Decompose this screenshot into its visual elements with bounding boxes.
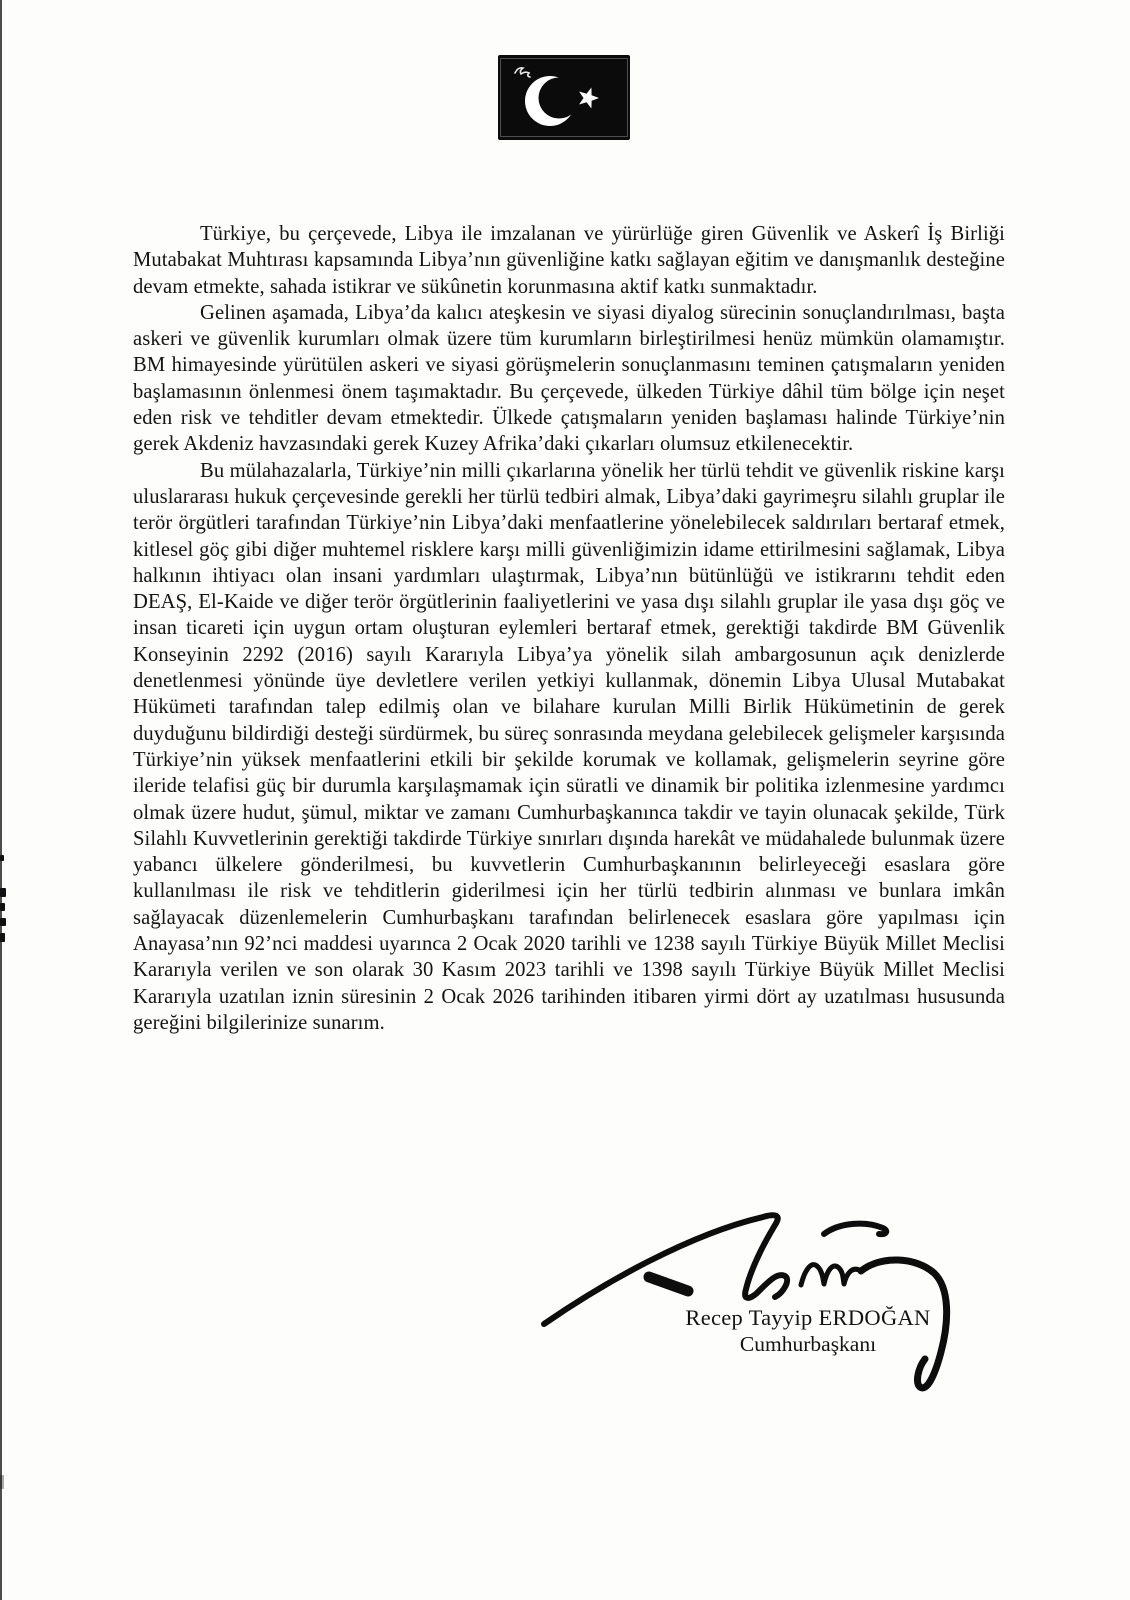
scan-speck: [0, 918, 6, 926]
signature-autograph-icon: [520, 1172, 965, 1407]
body-paragraph-1: Türkiye, bu çerçevede, Libya ile imzalanan ve yürürlüğe giren Güvenlik ve Askerî İş Birliği Mutabakat Muhtırası kapsamında Libya’nın güvenliğine katkı sağlayan eğitim ve danışmanlık desteğine devam etmekte, sahada istikrar ve sükûnetin korunmasına aktif katkı sunmaktadır.: [133, 223, 1005, 298]
scan-speck: [0, 888, 6, 897]
scan-speck: [0, 855, 4, 861]
signatory-name: Recep Tayyip ERDOĞAN: [685, 1305, 931, 1330]
signatory-title: Cumhurbaşkanı: [739, 1332, 877, 1356]
body-paragraph-2: Gelinen aşamada, Libya’da kalıcı ateşkesin ve siyasi diyalog sürecinin sonuçlandırılması, başta askeri ve güvenlik kurumları olmak üzere tüm kurumların birleştirilmesi henüz mümkün olamamıştır. BM himayesinde yürütülen askeri ve siyasi görüşmelerin sonuçlanmasını teminen çatışmaların yeniden başlamasının önlenmesi önem taşımaktadır. Bu çerçevede, ülkeden Türkiye dâhil tüm bölge için neşet eden risk ve tehditler devam etmektedir. Ülkede çatışmaların yeniden başlaması halinde Türkiye’nin gerek Akdeniz havzasındaki gerek Kuzey Afrika’daki çıkarları olumsuz etkilenecektir.: [133, 301, 1005, 456]
signatory: [638, 1304, 978, 1358]
letter-body: [133, 221, 1005, 1036]
scan-speck: [0, 933, 5, 942]
signature-block: [520, 1172, 965, 1407]
scan-speck: [0, 1475, 4, 1489]
scan-speck: [0, 903, 5, 911]
turkish-flag-emblem-icon: [498, 55, 630, 140]
scan-edge-artifact: [0, 0, 2, 1600]
body-paragraph-3: Bu mülahazalarla, Türkiye’nin milli çıkarlarına yönelik her türlü tehdit ve güvenlik riskine karşı uluslararası hukuk çerçevesinde gerekli her türlü tedbiri almak, Libya’daki gayrimeşru silahlı gruplar ile terör örgütleri tarafından Türkiye’nin Libya’daki menfaatlerine yönelebilecek saldırıları bertaraf etmek, kitlesel göç gibi diğer muhtemel risklere karşı milli güvenliğimizin idame ettirilmesini sağlamak, Libya halkının ihtiyacı olan insani yardımları ulaştırmak, Libya’nın bütünlüğü ve istikrarını tehdit eden DEAŞ, El-Kaide ve diğer terör örgütlerinin faaliyetlerini ve yasa dışı silahlı gruplar ile yasa dışı göç ve insan ticareti için uygun ortam oluşturan eylemleri bertaraf etmek, gerektiği takdirde BM Güvenlik Konseyinin 2292 (2016) sayılı Kararıyla Libya’ya yönelik silah ambargosunun açık denizlerde denetlenmesi yönünde üye devletlere verilen yetkiyi kullanmak, dönemin Libya Ulusal Mutabakat Hükümeti tarafından talep edilmiş olan ve bilahare kurulan Milli Birlik Hükümetinin de gerek duyduğunu bildirdiği desteği sürdürmek, bu süreç sonrasında meydana gelebilecek gelişmeler karşısında Türkiye’nin yüksek menfaatlerini etkili bir şekilde korumak ve kollamak, gelişmelerin seyrine göre ileride telafisi güç bir durumla karşılaşmamak için süratli ve dinamik bir politika izlenmesine yardımcı olmak üzere hudut, şümul, miktar ve zamanı Cumhurbaşkanınca takdir ve tayin olunacak şekilde, Türk Silahlı Kuvvetlerinin gerektiği takdirde Türkiye sınırları dışında harekât ve müdahalede bulunmak üzere yabancı ülkelere gönderilmesi, bu kuvvetlerin Cumhurbaşkanının belirleyeceği esaslara göre kullanılması ile risk ve tehditlerin giderilmesi için her türlü tedbirin alınması ve bunlara imkân sağlayacak düzenlemelerin Cumhurbaşkanı tarafından belirlenecek esaslara göre yapılması için Anayasa’nın 92’nci maddesi uyarınca 2 Ocak 2020 tarihli ve 1238 sayılı Türkiye Büyük Millet Meclisi Kararıyla verilen ve son olarak 30 Kasım 2023 tarihli ve 1398 sayılı Türkiye Büyük Millet Meclisi Kararıyla uzatılan iznin süresinin 2 Ocak 2026 tarihinden itibaren yirmi dört ay uzatılması hususunda gereğini bilgilerinize sunarım.: [133, 459, 1005, 1034]
